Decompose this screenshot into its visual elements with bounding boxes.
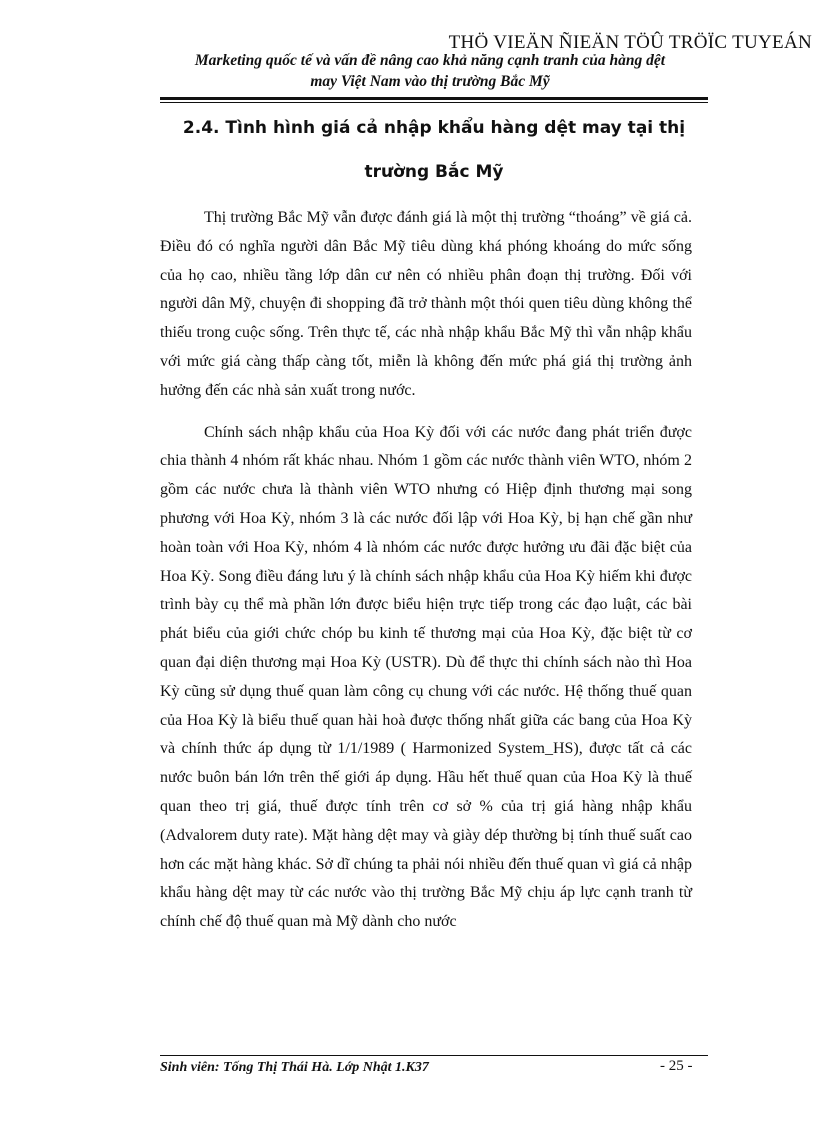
page-number: - 25 - <box>660 1058 693 1074</box>
running-header-line-1: Marketing quốc tế và vấn đề nâng cao khả năng cạnh tranh của hàng dệt <box>194 52 666 69</box>
running-header <box>150 50 710 92</box>
watermark-text: THÖ VIEÄN ÑIEÄN TÖÛ TRÖÏC TUYEÁN <box>448 32 812 53</box>
paragraph-2: Chính sách nhập khẩu của Hoa Kỳ đối với các nước đang phát triển được chia thành 4 nhóm rất khác nhau. Nhóm 1 gồm các nước thành viên WTO, nhóm 2 gồm các nước chưa là thành viên WTO nhưng có Hiệp định thương mại song phương với Hoa Kỳ, nhóm 3 là các nước đối lập với Hoa Kỳ, bị hạn chế gần như hoàn toàn với Hoa Kỳ, nhóm 4 là nhóm các nước được hưởng ưu đãi đặc biệt của Hoa Kỳ. Song điều đáng lưu ý là chính sách nhập khẩu của Hoa Kỳ hiếm khi được trình bày cụ thể mà phần lớn được biểu hiện trực tiếp trong các đạo luật, các bài phát biểu của giới chức chóp bu kinh tế thương mại của Hoa Kỳ, đặc biệt từ cơ quan đại diện thương mại Hoa Kỳ (USTR). Dù để thực thi chính sách nào thì Hoa Kỳ cũng sử dụng thuế quan làm công cụ chung với các nước. Hệ thống thuế quan của Hoa Kỳ là biểu thuế quan hài hoà được thống nhất giữa các bang của Hoa Kỳ và chính thức áp dụng từ 1/1/1989 ( Harmonized System_HS), được tất cả các nước buôn bán lớn trên thế giới áp dụng. Hầu hết thuế quan của Hoa Kỳ là thuế quan theo trị giá, thuế được tính trên cơ sở % của trị giá hàng nhập khẩu (Advalorem duty rate). Mặt hàng dệt may và giày dép thường bị tính thuế suất cao hơn các mặt hàng khác. Sở dĩ chúng ta phải nói nhiều đến thuế quan vì giá cả nhập khẩu hàng dệt may từ các nước vào thị trường Bắc Mỹ chịu áp lực cạnh tranh từ chính chế độ thuế quan mà Mỹ dành cho nước <box>160 423 692 931</box>
footer-rule <box>160 1055 708 1056</box>
header-rule-thin <box>160 102 708 103</box>
body-text <box>160 204 692 950</box>
footer-author: Sinh viên: Tống Thị Thái Hà. Lớp Nhật 1.K37 <box>160 1060 429 1075</box>
header-rule-thick <box>160 97 708 100</box>
section-heading-line-1: 2.4. Tình hình giá cả nhập khẩu hàng dệt may tại thị <box>182 118 686 138</box>
section-heading-line-2: trường Bắc Mỹ <box>364 162 504 182</box>
paragraph-1: Thị trường Bắc Mỹ vẫn được đánh giá là một thị trường “thoáng” về giá cả. Điều đó có nghĩa người dân Bắc Mỹ tiêu dùng khá phóng khoáng do mức sống của họ cao, nhiều tầng lớp dân cư nên có nhiều phân đoạn thị trường. Đối với người dân Mỹ, chuyện đi shopping đã trở thành một thói quen tiêu dùng không thể thiếu trong cuộc sống. Trên thực tế, các nhà nhập khẩu Bắc Mỹ thì vẫn nhập khẩu với mức giá càng thấp càng tốt, miễn là không đến mức phá giá thị trường ảnh hưởng đến các nhà sản xuất trong nước. <box>160 209 692 399</box>
running-header-line-2: may Việt Nam vào thị trường Bắc Mỹ <box>310 73 550 90</box>
